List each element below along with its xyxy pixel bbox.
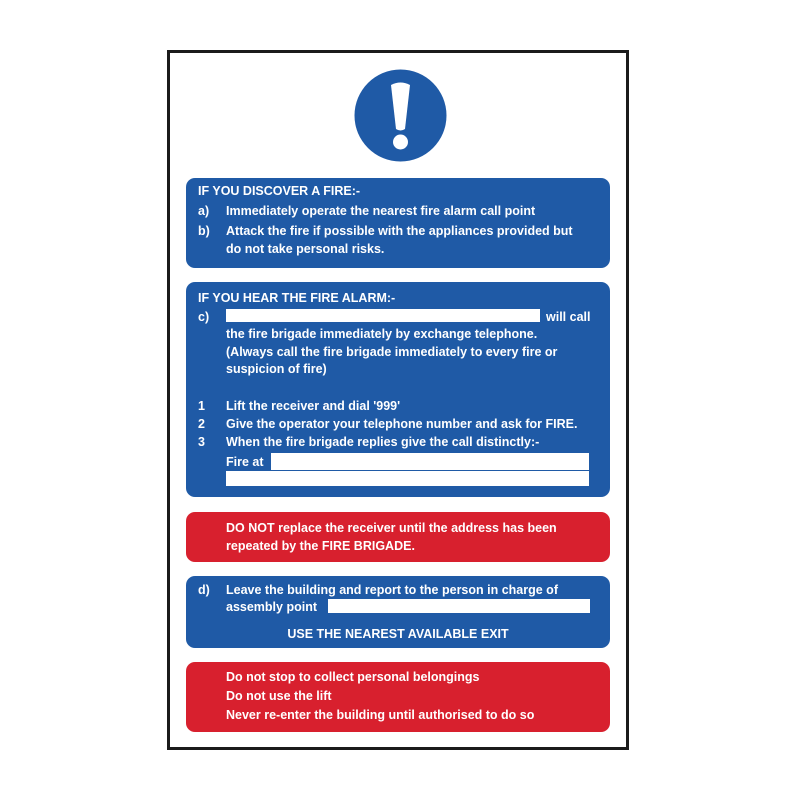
exclamation-mandatory-icon <box>354 69 447 162</box>
exit-instruction: USE THE NEAREST AVAILABLE EXIT <box>287 627 509 641</box>
rule-line-2: Do not use the lift <box>226 689 332 703</box>
rule-line-1: Do not stop to collect personal belongings <box>226 670 480 684</box>
assembly-point-field[interactable] <box>328 599 590 613</box>
fire-at-label: Fire at <box>226 455 264 469</box>
item-a-text: Immediately operate the nearest fire alarm call point <box>226 204 536 218</box>
step-2-number: 2 <box>198 417 205 431</box>
step-1-text: Lift the receiver and dial '999' <box>226 399 401 413</box>
fire-action-sign <box>167 50 629 750</box>
receiver-warning-panel <box>186 512 610 562</box>
step-2-text: Give the operator your telephone number and ask for FIRE. <box>226 417 578 431</box>
item-a-label: a) <box>198 204 210 218</box>
item-c-text-3: suspicion of fire) <box>226 362 327 376</box>
caller-name-field[interactable] <box>226 309 540 322</box>
warning-line-2: repeated by the FIRE BRIGADE. <box>226 539 415 553</box>
discover-heading: IF YOU DISCOVER A FIRE:- <box>198 184 361 198</box>
step-1-number: 1 <box>198 399 205 413</box>
leave-building-panel <box>186 576 610 648</box>
item-b-text-1: Attack the fire if possible with the appliances provided but <box>226 224 573 238</box>
item-b-label: b) <box>198 224 210 238</box>
item-d-text-1: Leave the building and report to the person in charge of <box>226 583 558 597</box>
fire-address-field-2[interactable] <box>226 471 589 486</box>
item-c-suffix: will call <box>546 310 591 324</box>
step-3-text: When the fire brigade replies give the call distinctly:- <box>226 435 540 449</box>
hear-alarm-panel <box>186 282 610 497</box>
alarm-heading: IF YOU HEAR THE FIRE ALARM:- <box>198 291 396 305</box>
item-d-text-2: assembly point <box>226 600 317 614</box>
step-3-number: 3 <box>198 435 205 449</box>
item-d-label: d) <box>198 583 210 597</box>
fire-address-field-1[interactable] <box>271 453 589 470</box>
safety-rules-panel <box>186 662 610 732</box>
item-c-text-2: (Always call the fire brigade immediately to every fire or <box>226 345 558 359</box>
discover-fire-panel <box>186 178 610 268</box>
warning-line-1: DO NOT replace the receiver until the address has been <box>226 521 557 535</box>
item-c-label: c) <box>198 310 210 324</box>
item-b-text-2: do not take personal risks. <box>226 242 385 256</box>
rule-line-3: Never re-enter the building until authorised to do so <box>226 708 535 722</box>
item-c-text-1: the fire brigade immediately by exchange telephone. <box>226 327 538 341</box>
